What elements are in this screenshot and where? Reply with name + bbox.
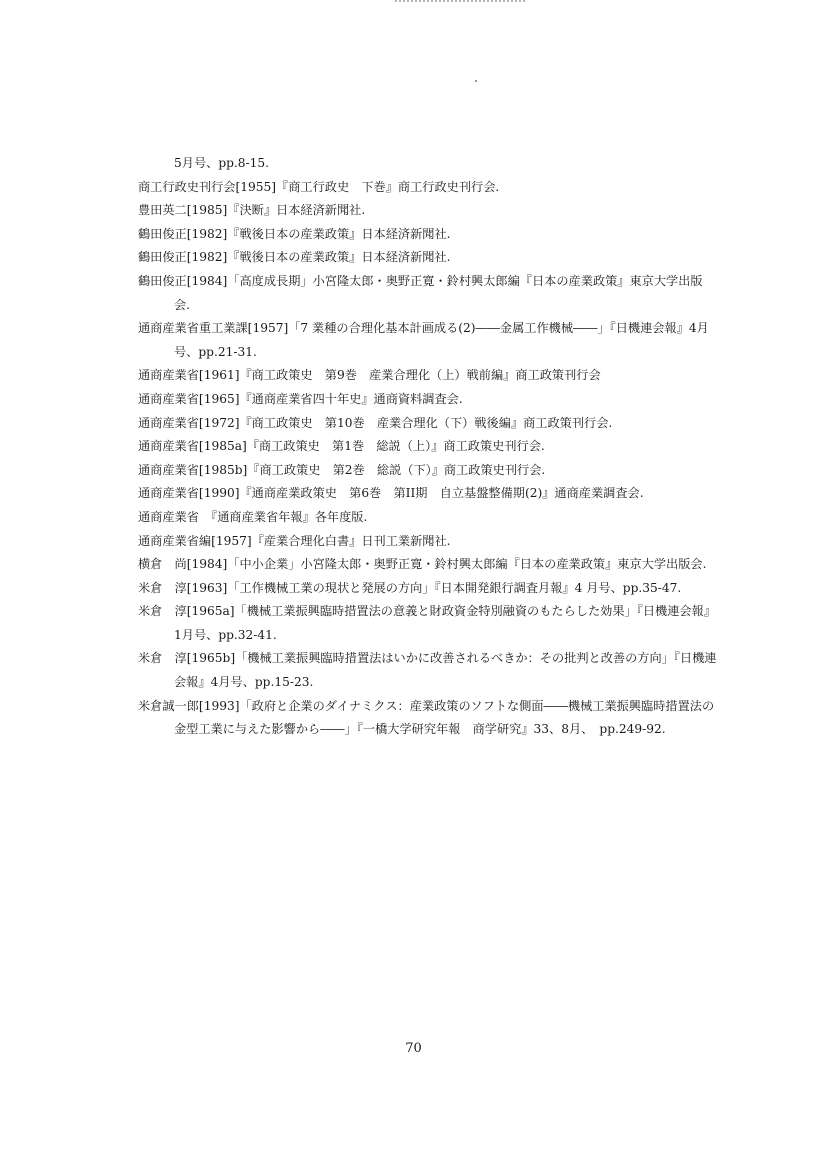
reference-entry: 鶴田俊正[1982]『戦後日本の産業政策』日本経済新聞社. bbox=[138, 226, 451, 241]
reference-entry: 通商産業省[1985b]『商工政策史 第2巻 総説（下）』商工政策史刊行会. bbox=[138, 462, 546, 477]
reference-entry: 米倉誠一郎[1993]「政府と企業のダイナミクス：産業政策のソフトな側面――機械工業振興臨時措置法の金型工業に与えた影響から――」『一橋大学研究年報 商学研究』33、8月、 pp.249-92. bbox=[138, 698, 715, 737]
reference-entry: 横倉 尚[1984]「中小企業」小宮隆太郎・奥野正寛・鈴村興太郎編『日本の産業政策』東京大学出版会. bbox=[138, 557, 707, 572]
scan-speck bbox=[475, 80, 477, 82]
reference-entry: 通商産業省[1985a]『商工政策史 第1巻 総説（上）』商工政策史刊行会. bbox=[138, 439, 545, 454]
reference-entry: 通商産業省[1961]『商工政策史 第9巻 産業合理化（上）戦前編』商工政策刊行会 bbox=[138, 368, 601, 383]
reference-entry: 米倉 淳[1965a]「機械工業振興臨時措置法の意義と財政資金特別融資のもたらした効果」『日機連会報』1月号、pp.32-41. bbox=[138, 604, 716, 642]
reference-entry: 米倉 淳[1963]「工作機械工業の現状と発展の方向」『日本開発銀行調査月報』4 月号、pp.35-47. bbox=[138, 580, 682, 595]
scan-artifact-dots bbox=[395, 0, 525, 6]
reference-entry: 豊田英二[1985]『決断』日本経済新聞社. bbox=[138, 203, 366, 218]
reference-entry: 通商産業省[1965]『通商産業省四十年史』通商資料調査会. bbox=[138, 391, 463, 406]
reference-list bbox=[138, 152, 718, 742]
reference-entry: 米倉 淳[1965b]「機械工業振興臨時措置法はいかに改善されるべきか：その批判と改善の方向」『日機連会報』4月号、pp.15-23. bbox=[138, 651, 717, 690]
reference-entry: 鶴田俊正[1982]『戦後日本の産業政策』日本経済新聞社. bbox=[138, 250, 451, 265]
reference-entry: 商工行政史刊行会[1955]『商工行政史 下巻』商工行政史刊行会. bbox=[138, 179, 500, 194]
reference-entry: 通商産業省 『通商産業省年報』各年度版. bbox=[138, 509, 368, 524]
reference-entry: 5月号、pp.8-15. bbox=[174, 156, 270, 170]
page-number: 70 bbox=[405, 1041, 422, 1056]
reference-entry: 鶴田俊正[1984]「高度成長期」小宮隆太郎・奥野正寛・鈴村興太郎編『日本の産業政策』東京大学出版会. bbox=[138, 273, 703, 312]
reference-entry: 通商産業省編[1957]『産業合理化白書』日刊工業新聞社. bbox=[138, 533, 451, 548]
reference-entry: 通商産業省[1990]『通商産業政策史 第6巻 第II期 自立基盤整備期(2)』通商産業調査会. bbox=[138, 486, 644, 501]
reference-entry: 通商産業省重工業課[1957]「7 業種の合理化基本計画成る(2)――金属工作機械――」『日機連会報』4月号、pp.21-31. bbox=[138, 321, 709, 359]
reference-entry: 通商産業省[1972]『商工政策史 第10巻 産業合理化（下）戦後編』商工政策刊行会. bbox=[138, 415, 613, 430]
